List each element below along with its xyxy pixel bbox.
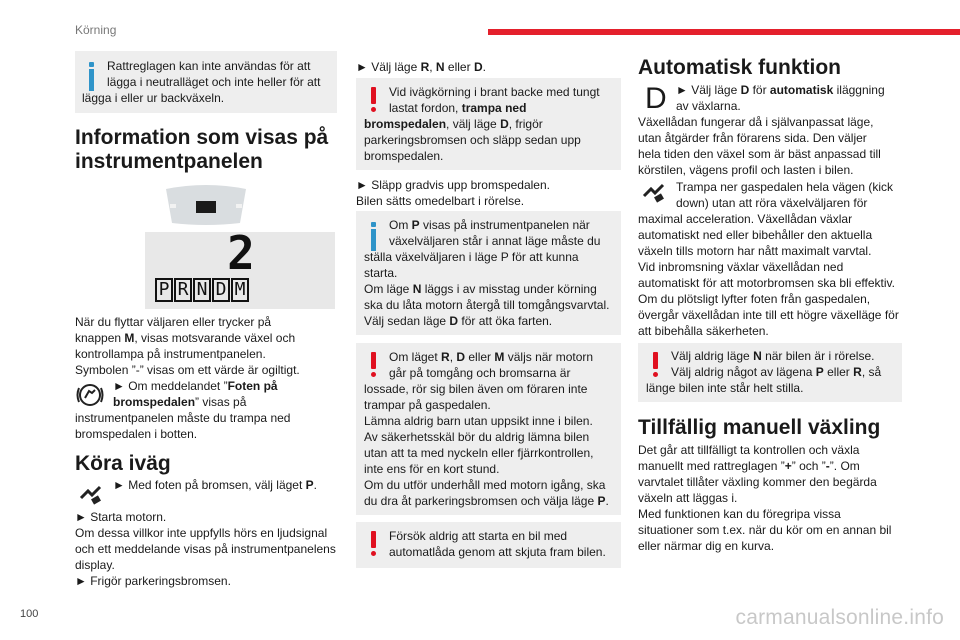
warning-line: bromspedalen. (364, 149, 444, 163)
warning-line: lossade, rör sig bilen även om föraren inte (364, 382, 588, 396)
warning-icon-dot (371, 107, 376, 112)
gear-letter: M (231, 278, 249, 302)
warning-icon (371, 87, 376, 104)
warning-line: Lämna aldrig barn utan uppsikt inne i bilen. (364, 414, 593, 428)
info-line: starta. (364, 266, 398, 280)
info-line: ska du låta motorn återgå till tomgångsvarvtal. (364, 298, 610, 312)
paragraph-start-engine: ► Starta motorn. Om dessa villkor inte uppfylls hörs en ljudsignal och ett meddelande visas på instrumentpanelens display. ► Frigör parkeringsbromsen. (75, 510, 336, 588)
warning-line: parkeringsbromsen och släpp sedan upp (364, 133, 581, 147)
info-line: Välj sedan läge D för att öka farten. (364, 314, 553, 328)
info-line: ställa växelväljaren i läge P för att kunna (364, 250, 579, 264)
info-line: lägga i eller ur backväxeln. (82, 91, 225, 105)
warning-line: Om du utför underhåll med motorn igång, ska (364, 478, 606, 492)
info-line: Om P visas på instrumentpanelen när (389, 218, 590, 232)
warning-line: utan att ta med nyckeln eller fjärrkontrollen, (364, 446, 594, 460)
info-line: växelväljaren står i annat läge måste du (389, 234, 601, 248)
info-note-box (75, 51, 337, 113)
paragraph-manual: Det går att tillfälligt ta kontrollen och växla manuellt med rattreglagen ”+” och ”-”. Om varvtalet tillåter växling kommer den begärda växeln att läggas i. Med funktionen kan du föregripa vissa situationer som t.ex. när du kör om en annan bil eller närmar dig en kurva. (638, 443, 892, 553)
warning-line: lastat fordon, trampa ned (389, 101, 527, 115)
gear-letter: R (174, 278, 192, 302)
info-box-p-displayed (356, 211, 621, 335)
paragraph-gear-display: När du flyttar väljaren eller trycker på knappen M, visas motsvarande växel och kontrollampa på instrumentpanelen. Symbolen ”-” visas om ett värde är ogiltigt. (75, 315, 300, 377)
foot-pedal-icon (78, 482, 104, 506)
warning-line: bromspedalen, välj läge D, frigör (364, 117, 543, 131)
warning-line: Välj aldrig läge N när bilen är i rörelse. (671, 349, 875, 363)
warning-line: Om läget R, D eller M väljs när motorn (389, 350, 594, 364)
gear-letter: D (212, 278, 230, 302)
section-heading-automatic: Automatisk funktion (638, 56, 841, 79)
info-line: Om läge N läggs i av misstag under körning (364, 282, 597, 296)
warning-line: du dra åt parkeringsbromsen och välja läge P. (364, 494, 609, 508)
warning-line: Av säkerhetsskäl bör du aldrig lämna bilen (364, 430, 590, 444)
gear-letter: N (193, 278, 211, 302)
running-header: Körning (75, 23, 117, 37)
paragraph-release-brake: ► Släpp gradvis upp bromspedalen. Bilen sätts omedelbart i rörelse. (356, 178, 550, 208)
warning-box-idle-movement (356, 343, 621, 515)
warning-line: trampar på gaspedalen. (364, 398, 491, 412)
paragraph-select-gear: ► Välj läge R, N eller D. (356, 60, 486, 74)
warning-icon-dot (371, 551, 376, 556)
warning-box-hill-start (356, 78, 621, 170)
paragraph-select-p: ► Med foten på bromsen, välj läget P. (113, 478, 318, 492)
warning-line: automatlåda genom att skjuta fram bilen. (389, 545, 606, 559)
paragraph-kickdown: Trampa ner gaspedalen hela vägen (kick down) utan att röra växelväljaren för maximal acceleration. Växellådan växlar automatiskt ned eller bibehåller den aktuella växeln tills motorn har nått maximalt varvtal. Vid inbromsning växlar växellådan ned automatiskt för att motorbromsen ska bli effektiv. Om du plötsligt lyfter foten från gaspedalen, övergår växellådan inte till ett högre växelläge för att bibehålla säkerheten. (638, 180, 899, 338)
info-icon (89, 69, 94, 91)
warning-line: länge bilen inte står helt stilla. (646, 381, 804, 395)
warning-icon (653, 352, 658, 369)
warning-icon-dot (653, 372, 658, 377)
warning-icon-dot (371, 372, 376, 377)
page-number: 100 (20, 608, 39, 620)
gear-display-panel (145, 226, 335, 309)
section-heading-manual: Tillfällig manuell växling (638, 416, 881, 439)
info-line: Rattreglagen kan inte användas för att (107, 59, 311, 73)
info-icon-dot (89, 62, 94, 67)
accent-bar (488, 29, 960, 35)
warning-line: Försök aldrig att starta en bil med (389, 529, 568, 543)
paragraph-automatic: ► Välj läge D för automatisk iläggning av växlarna. Växellådan fungerar då i självanpassat läge, utan åtgärder från förarens sida. Den väljer hela tiden den växel som är bäst anpassad till körstilen, vägens profil och lasten i bilen. (638, 83, 885, 177)
warning-box-push-start (356, 522, 621, 568)
warning-line: Vid ivägkörning i brant backe med tungt (389, 85, 600, 99)
warning-line: inte ens för en kort stund. (364, 462, 500, 476)
warning-line: går på tomgång och bromsarna är (389, 366, 571, 380)
section-heading-drive-off: Köra iväg (75, 452, 171, 475)
info-icon-dot (371, 222, 376, 227)
mode-d-symbol: D (645, 82, 667, 115)
watermark: carmanualsonline.info (735, 606, 944, 629)
gear-digit: 2 (227, 226, 255, 280)
gear-letters (155, 278, 249, 302)
warning-line: Välj aldrig något av lägena P eller R, så (671, 365, 882, 379)
warning-icon (371, 531, 376, 548)
gear-selector-illustration (160, 183, 252, 227)
gear-letter: P (155, 278, 173, 302)
info-icon (371, 229, 376, 251)
warning-box-neutral (638, 343, 902, 402)
section-heading-instrument-info: Information som visas på instrumentpanelen (75, 126, 329, 173)
info-line: lägga i neutralläget och inte heller för att (107, 75, 321, 89)
paragraph-brake-message: ► Om meddelandet ”Foten på bromspedalen” visas på instrumentpanelen måste du trampa ned bromspedalen i botten. (75, 379, 291, 441)
warning-icon (371, 352, 376, 369)
